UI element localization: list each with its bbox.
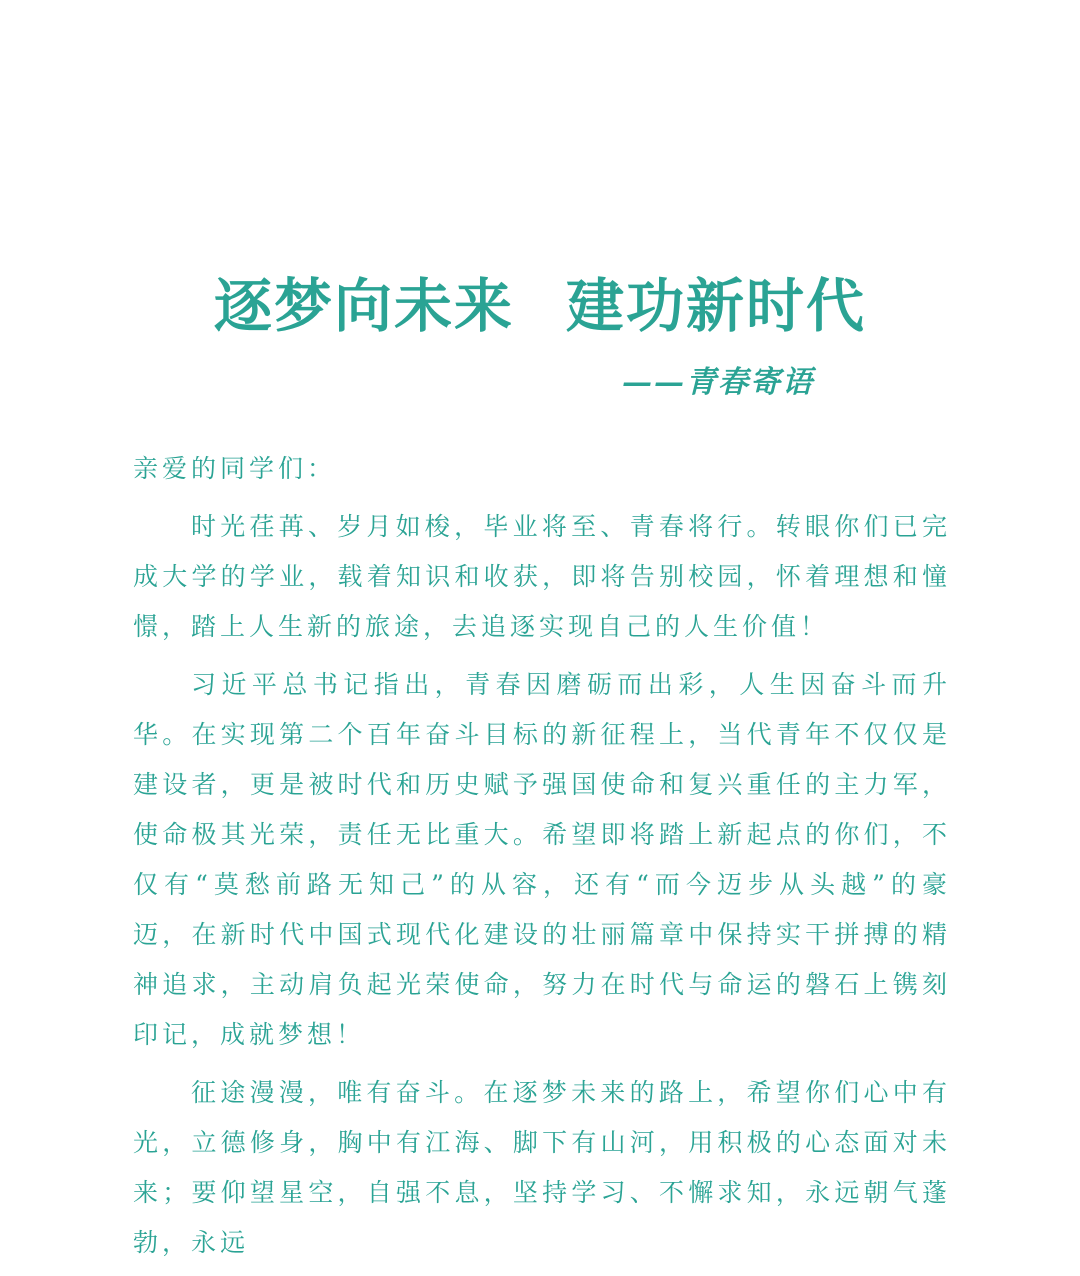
- page-title: [0, 270, 1080, 342]
- paragraph-1: 时光荏苒、岁月如梭，毕业将至、青春将行。转眼你们已完成大学的学业，载着知识和收获，即将告别校园，怀着理想和憧憬，踏上人生新的旅途，去追逐实现自己的人生价值！: [133, 512, 951, 641]
- subtitle: ——青春寄语: [622, 365, 814, 400]
- salutation: 亲爱的同学们：: [133, 454, 337, 483]
- paragraph-2: 习近平总书记指出，青春因磨砺而出彩，人生因奋斗而升华。在实现第二个百年奋斗目标的新征程上，当代青年不仅仅是建设者，更是被时代和历史赋予强国使命和复兴重任的主力军，使命极其光荣，责任无比重大。希望即将踏上新起点的你们，不仅有“莫愁前路无知己”的从容，还有“而今迈步从头越”的豪迈，在新时代中国式现代化建设的壮丽篇章中保持实干拼搏的精神追求，主动肩负起光荣使命，努力在时代与命运的磐石上镌刻印记，成就梦想！: [133, 670, 951, 1049]
- title-part-1: 逐梦向未来: [213, 272, 514, 340]
- paragraph-3: 征途漫漫，唯有奋斗。在逐梦未来的路上，希望你们心中有光，立德修身，胸中有江海、脚下有山河，用积极的心态面对未来；要仰望星空，自强不息，坚持学习、不懈求知，永远朝气蓬勃，永远: [133, 1078, 951, 1257]
- title-part-2: 建功新时代: [566, 272, 867, 340]
- letter-body: [133, 444, 951, 1276]
